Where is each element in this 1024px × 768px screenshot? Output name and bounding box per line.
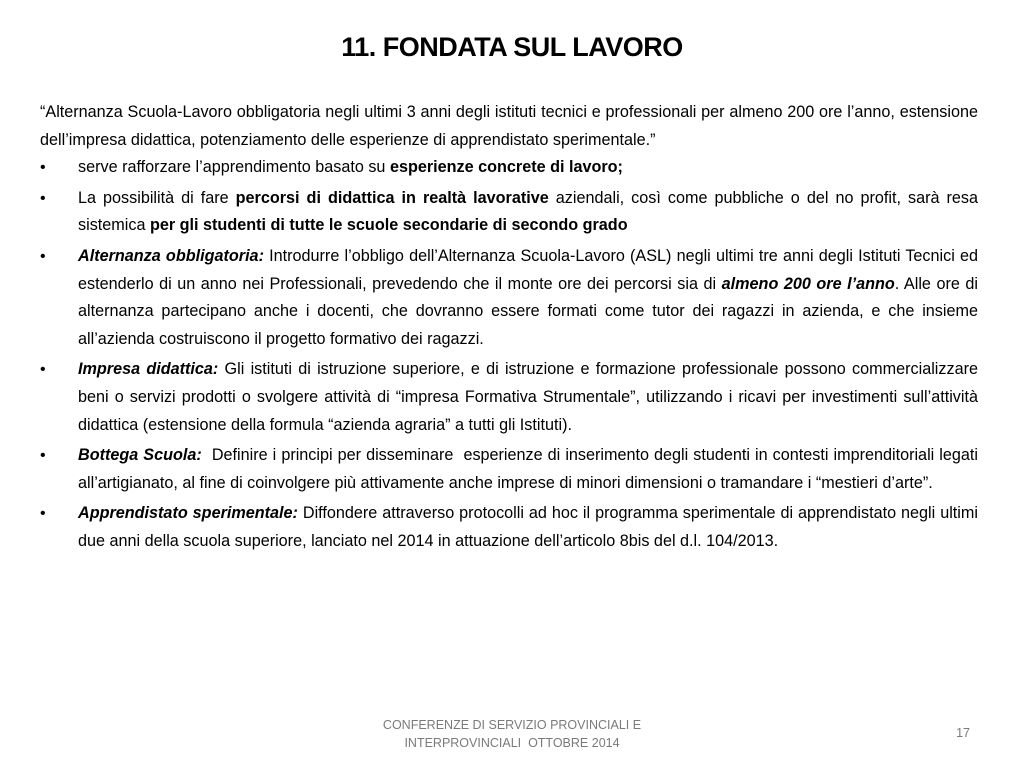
bullet-item-impresa-didattica xyxy=(40,356,978,439)
bullet-icon: • xyxy=(40,505,46,523)
slide-body xyxy=(40,99,983,559)
bullet-lead: Bottega Scuola: xyxy=(78,446,202,465)
bullet-lead: Apprendistato sperimentale: xyxy=(78,504,298,523)
bullet-item-apprendistato xyxy=(40,500,978,555)
bullet-text: Gli istituti di istruzione superiore, e di istruzione e formazione professionale possono commercializzare beni o servizi prodotti o svolgere attività di “impresa Formativa Strumentale”, utilizzando i ricavi per investimenti sull’attività didattica (estensione della formula “azienda agraria” a tutti gli Istituti). xyxy=(78,360,978,434)
bullet-text: . Alle ore di alternanza partecipano anche i docenti, che dovranno essere formati come tutor dei ragazzi in azienda, e che insieme all’azienda costruiscono il progetto formativo dei ragazzi. xyxy=(78,274,978,348)
bullet-item-bottega-scuola xyxy=(40,442,983,497)
bullet-bold-text: esperienze concrete di lavoro; xyxy=(389,158,623,177)
footer-line: CONFERENZE DI SERVIZIO PROVINCIALI E xyxy=(382,718,642,732)
bullet-item-didactic-paths xyxy=(40,185,978,240)
bullet-icon: • xyxy=(40,189,46,207)
bullet-bold-text: percorsi di didattica in realtà lavorative xyxy=(235,188,549,207)
page-number: 17 xyxy=(956,726,970,740)
bullet-text: serve rafforzare l’apprendimento basato su xyxy=(78,158,390,177)
bullet-text: aziendali, così come pubbliche o del no profit, sarà resa sistemica xyxy=(78,188,978,235)
intro-quote: “Alternanza Scuola-Lavoro obbligatoria negli ultimi 3 anni degli istituti tecnici e professionali per almeno 200 ore l’anno, estensione dell’impresa didattica, potenziamento delle esperienze di apprendistato sperimentale.” xyxy=(40,103,978,149)
bullet-emphasis: almeno 200 ore l’anno xyxy=(721,274,895,293)
bullet-text: La possibilità di fare xyxy=(78,188,236,207)
footer-line: INTERPROVINCIALI OTTOBRE 2014 xyxy=(404,736,620,750)
bullet-icon: • xyxy=(40,361,46,379)
bullet-text: Introdurre l’obbligo dell’Alternanza Scuola-Lavoro (ASL) negli ultimi tre anni degli Istituti Tecnici ed estenderlo di un anno nei Professionali, prevedendo che il monte ore dei percorsi sia di xyxy=(78,246,978,293)
bullet-lead: Impresa didattica: xyxy=(78,360,219,379)
bullet-icon: • xyxy=(40,159,46,177)
bullet-list xyxy=(40,154,983,555)
bullet-icon: • xyxy=(40,447,46,465)
bullet-lead: Alternanza obbligatoria: xyxy=(78,246,264,265)
bullet-item-alternanza xyxy=(40,243,978,353)
slide-title: 11. FONDATA SUL LAVORO xyxy=(341,32,683,62)
bullet-text: Diffondere attraverso protocolli ad hoc il programma sperimentale di apprendistato negli ultimi due anni della scuola superiore, lanciato nel 2014 in attuazione dell’articolo 8bis del d.l. 104/2013. xyxy=(78,504,978,550)
bullet-item-experiences xyxy=(40,154,978,182)
bullet-bold-text: per gli studenti di tutte le scuole secondarie di secondo grado xyxy=(149,216,628,235)
bullet-text: Definire i principi per disseminare esperienze di inserimento degli studenti in contesti imprenditoriali legati all’artigianato, al fine di coinvolgere più attivamente anche imprese di minori dimensioni o tramandare i “mestieri d’arte”. xyxy=(78,446,983,492)
footer-text xyxy=(330,716,694,752)
bullet-icon: • xyxy=(40,247,46,265)
